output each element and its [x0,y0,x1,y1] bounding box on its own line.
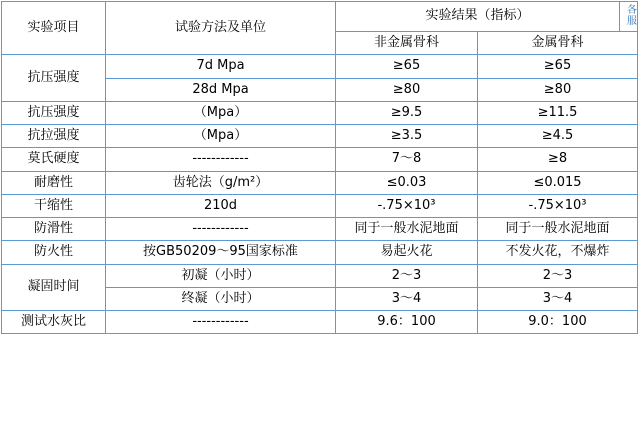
row-result-non-metal: 9.6：100 [336,311,478,334]
corner-note-text: 各服 [627,5,638,27]
row-item: 凝固时间 [2,264,106,311]
row-item: 防滑性 [2,218,106,241]
row-result-metal: ≥8 [478,148,638,171]
row-result-non-metal: 7～8 [336,148,478,171]
row-result-metal: ≤0.015 [478,171,638,194]
table-row [2,55,638,78]
row-method: 7d Mpa [106,55,336,78]
row-result-metal: ≥80 [478,78,638,101]
specification-table [1,1,638,334]
row-method: ------------ [106,148,336,171]
row-result-metal: 同于一般水泥地面 [478,218,638,241]
row-result-non-metal: 易起火花 [336,241,478,264]
row-method: （Mpa） [106,125,336,148]
header-result-group: 实验结果（指标） [336,2,620,32]
row-item: 干缩性 [2,194,106,217]
table-row [2,125,638,148]
row-method: 齿轮法（g/m²） [106,171,336,194]
row-result-metal: ≥11.5 [478,101,638,124]
row-method: 初凝（小时） [106,264,336,287]
row-result-metal: 3～4 [478,287,638,310]
row-item: 抗拉强度 [2,125,106,148]
row-result-non-metal: ≥3.5 [336,125,478,148]
header-result-metal: 金属骨科 [478,32,638,55]
table-row [2,311,638,334]
row-method: ------------ [106,218,336,241]
row-method: （Mpa） [106,101,336,124]
table-row [2,171,638,194]
table-row [2,218,638,241]
row-result-non-metal: ≤0.03 [336,171,478,194]
row-result-non-metal: ≥65 [336,55,478,78]
row-result-metal: 不发火花，不爆炸 [478,241,638,264]
row-item: 抗压强度 [2,55,106,102]
row-result-non-metal: -.75×10³ [336,194,478,217]
row-item: 测试水灰比 [2,311,106,334]
row-item: 防火性 [2,241,106,264]
header-method: 试验方法及单位 [106,2,336,55]
row-result-metal: ≥4.5 [478,125,638,148]
table-row [2,194,638,217]
row-item: 抗压强度 [2,101,106,124]
header-result-non-metal: 非金属骨科 [336,32,478,55]
row-result-metal: 2～3 [478,264,638,287]
row-result-metal: ≥65 [478,55,638,78]
row-method: 210d [106,194,336,217]
row-result-metal: -.75×10³ [478,194,638,217]
table-row [2,264,638,287]
header-item: 实验项目 [2,2,106,55]
row-method: 终凝（小时） [106,287,336,310]
row-result-non-metal: 同于一般水泥地面 [336,218,478,241]
row-item: 莫氏硬度 [2,148,106,171]
row-result-non-metal: 2～3 [336,264,478,287]
table-header-row [2,2,638,32]
row-item: 耐磨性 [2,171,106,194]
row-method: ------------ [106,311,336,334]
row-method: 28d Mpa [106,78,336,101]
table-row [2,241,638,264]
corner-note-cell [620,2,638,32]
row-result-non-metal: ≥80 [336,78,478,101]
table-row [2,148,638,171]
row-method: 按GB50209～95国家标准 [106,241,336,264]
row-result-non-metal: ≥9.5 [336,101,478,124]
row-result-metal: 9.0：100 [478,311,638,334]
table-row [2,101,638,124]
row-result-non-metal: 3～4 [336,287,478,310]
